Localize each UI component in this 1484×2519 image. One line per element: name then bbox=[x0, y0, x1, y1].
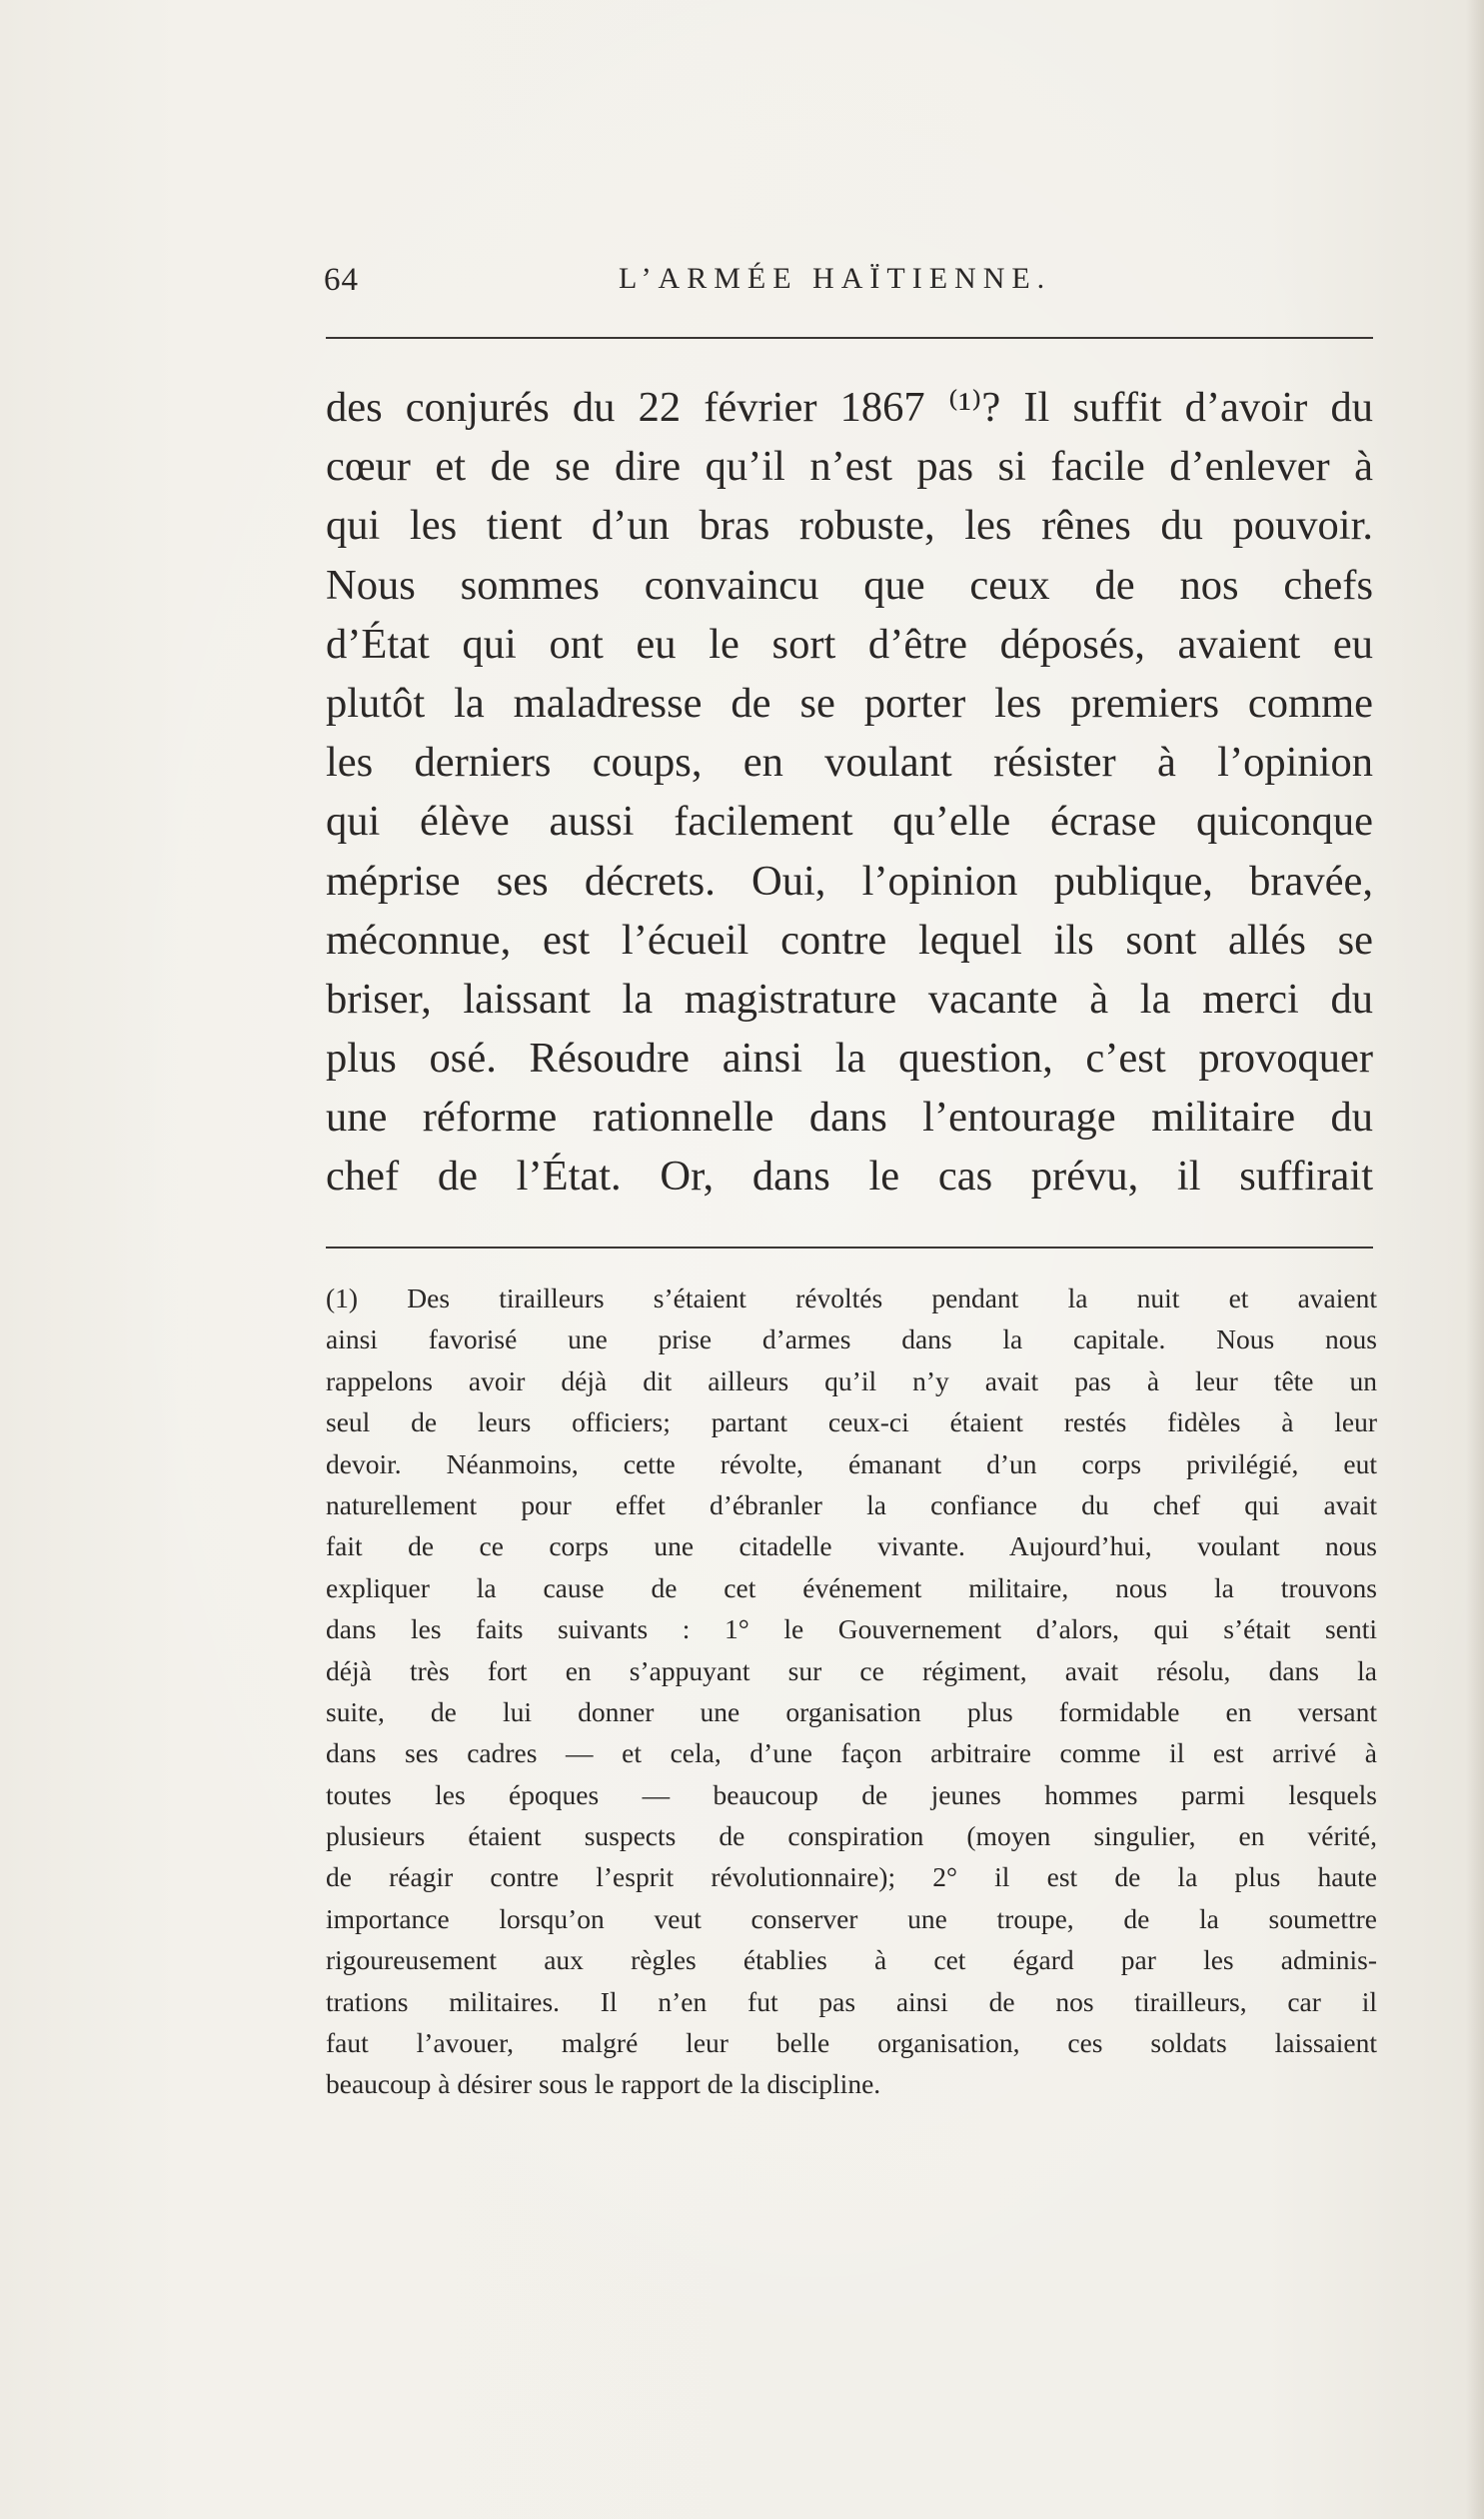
main-text-line: méconnue, est l’écueil contre lequel ils sont allés se bbox=[326, 916, 1373, 964]
page-header bbox=[324, 262, 1373, 302]
header-rule bbox=[326, 337, 1373, 339]
main-text-line: qui élève aussi facilement qu’elle écrase quiconque bbox=[326, 798, 1373, 846]
footnote-line: faut l’avouer, malgré leur belle organisation, ces soldats laissaient bbox=[326, 2027, 1377, 2059]
footnote-line: seul de leurs officiers; partant ceux-ci étaient restés fidèles à leur bbox=[326, 1406, 1377, 1438]
page-number: 64 bbox=[324, 262, 359, 298]
footnote-line: (1) Des tirailleurs s’étaient révoltés pendant la nuit et avaient bbox=[326, 1282, 1377, 1313]
main-text-line: Nous sommes convaincu que ceux de nos chefs bbox=[326, 561, 1373, 609]
footnote-line: rappelons avoir déjà dit ailleurs qu’il n’y avait pas à leur tête un bbox=[326, 1364, 1377, 1396]
footnote-block bbox=[326, 1277, 1377, 2105]
main-text-line: une réforme rationnelle dans l’entourage militaire du bbox=[326, 1094, 1373, 1142]
main-text-line: chef de l’État. Or, dans le cas prévu, il suffirait bbox=[326, 1153, 1373, 1201]
main-text-line: méprise ses décrets. Oui, l’opinion publique, bravée, bbox=[326, 857, 1373, 905]
footnote-line: toutes les époques — beaucoup de jeunes hommes parmi lesquels bbox=[326, 1778, 1377, 1810]
footnote-line: dans les faits suivants : 1° le Gouvernement d’alors, qui s’était senti bbox=[326, 1613, 1377, 1645]
main-text-line: briser, laissant la magistrature vacante à la merci du bbox=[326, 975, 1373, 1023]
footnote-line: de réagir contre l’esprit révolutionnaire); 2° il est de la plus haute bbox=[326, 1861, 1377, 1893]
main-text-line: plutôt la maladresse de se porter les premiers comme bbox=[326, 679, 1373, 727]
main-text-line: cœur et de se dire qu’il n’est pas si facile d’enlever à bbox=[326, 443, 1373, 491]
main-text-line: les derniers coups, en voulant résister à l’opinion bbox=[326, 739, 1373, 787]
footnote-line: plusieurs étaient suspects de conspiration (moyen singulier, en vérité, bbox=[326, 1820, 1377, 1852]
footnote-line: expliquer la cause de cet événement militaire, nous la trouvons bbox=[326, 1571, 1377, 1603]
running-title: L’ARMÉE HAÏTIENNE. bbox=[619, 262, 1052, 295]
page-binding-edge bbox=[1466, 0, 1484, 2519]
footnote-line: devoir. Néanmoins, cette révolte, émanant d’un corps privilégié, eut bbox=[326, 1447, 1377, 1479]
footnote-line: ainsi favorisé une prise d’armes dans la capitale. Nous nous bbox=[326, 1323, 1377, 1355]
footnote-line: importance lorsqu’on veut conserver une troupe, de la soumettre bbox=[326, 1902, 1377, 1934]
footnote-rule bbox=[326, 1247, 1373, 1249]
footnote-line: déjà très fort en s’appuyant sur ce régiment, avait résolu, dans la bbox=[326, 1654, 1377, 1686]
footnote-line: naturellement pour effet d’ébranler la confiance du chef qui avait bbox=[326, 1488, 1377, 1520]
footnote-line: trations militaires. Il n’en fut pas ainsi de nos tirailleurs, car il bbox=[326, 1985, 1377, 2017]
footnote-line: fait de ce corps une citadelle vivante. Aujourd’hui, voulant nous bbox=[326, 1530, 1377, 1562]
main-text-block bbox=[326, 378, 1373, 1207]
main-text-line: des conjurés du 22 février 1867 ⁽¹⁾? Il suffit d’avoir du bbox=[326, 384, 1373, 431]
main-text-line: d’État qui ont eu le sort d’être déposés, avaient eu bbox=[326, 620, 1373, 668]
footnote-line: dans ses cadres — et cela, d’une façon arbitraire comme il est arrivé à bbox=[326, 1737, 1377, 1769]
footnote-line: rigoureusement aux règles établies à cet égard par les adminis- bbox=[326, 1944, 1377, 1976]
main-text-line: qui les tient d’un bras robuste, les rênes du pouvoir. bbox=[326, 502, 1373, 550]
footnote-line: beaucoup à désirer sous le rapport de la discipline. bbox=[326, 2068, 881, 2100]
footnote-line: suite, de lui donner une organisation plus formidable en versant bbox=[326, 1695, 1377, 1727]
main-text-line: plus osé. Résoudre ainsi la question, c’est provoquer bbox=[326, 1035, 1373, 1083]
